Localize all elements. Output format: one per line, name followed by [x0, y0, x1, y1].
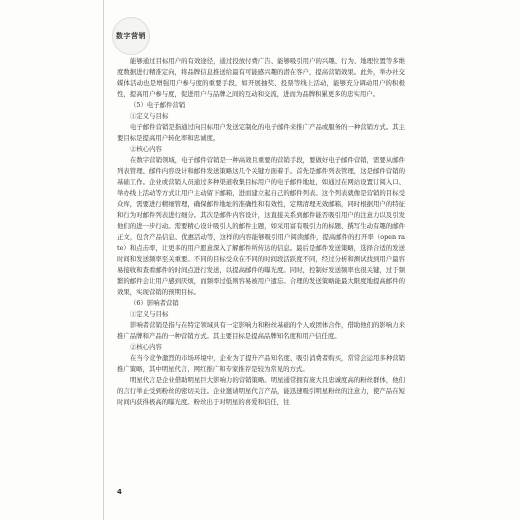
subheading-core-content: ②核心内容: [130, 343, 162, 351]
paragraph-email-core: 在数字营销领域，电子邮件营销是一种高效且重要的营销手段，要做好电子邮件营销，需要从邮件列表管理、邮件内容设计和邮件发送策略这几个关键方面着手。首先是邮件列表管理，这是邮件营销的基础工作。企业或营销人员通过多种渠道收集目标用户的电子邮件地址，如通过在网站设置订阅入口、举办线上活动等方式让用户主动留下邮箱，进而建立起自己的邮件列表。这个列表就像是营销的目标受众库，需要进行精细管理，确保邮件地址的准确性和有效性，定期清理无效邮箱，同时根据用户的特征和行为对邮件列表进行细分。其次是邮件内容设计，这直接关系到邮件能否吸引用户的注意力以及引发他们的进一步行动。需要精心设计吸引人的邮件主题，如采用富有吸引力的标题、撰写生动有趣的邮件正文，包含产品信息、优惠活动等，这样的内容能够吸引用户阅读邮件，提高邮件的打开率（open rate）和点击率，让更多的用户愿意深入了解邮件所传达的信息。最后是邮件发送策略，选择合适的发送时间和发送频率至关重要。不同的目标受众在不同的时间段活跃度不同，经过分析和测试找到用户最容易接收和查看邮件的时间点进行发送，以提高邮件的曝光度。同时，控制好发送频率也很关键，过于频繁的邮件会让用户感到厌烦，而频率过低则容易被用户遗忘。合理的发送策略能最大限度地提高邮件的效果，实现营销的预期目标。: [117, 156, 405, 296]
book-title-label: 数字营销: [116, 32, 146, 40]
paragraph-influencer-definition: 影响者营销是指与在特定领域具有一定影响力和粉丝基础的个人或团体合作，借助他们的影响力来推广品牌和产品的一种营销方式。其主要目标是提高品牌知名度和用户信任度。: [117, 321, 405, 340]
paragraph-influencer-core: 在当今竞争激烈的市场环境中，企业为了提升产品知名度、吸引消费者购买，常常会运用多种营销推广策略，其中明星代言、网红推广和专家推荐是较为常见的方式。: [117, 354, 405, 373]
paragraph-email-definition: 电子邮件营销是指通过向目标用户发送定制化的电子邮件来推广产品或服务的一种营销方式。其主要目标是提高用户转化率和忠诚度。: [117, 123, 405, 142]
section-heading-influencer-marketing: （6）影响者营销: [130, 299, 179, 307]
paragraph-celebrity-endorsement: 明星代言是企业借助明星巨大影响力的营销策略。明星通常拥有庞大且忠诚度高的粉丝群体，他们的言行举止受到粉丝的密切关注。企业邀请明星代言产品，能迅速吸引明星粉丝的注意力，使产品在短时间内获得极高的曝光度。粉丝出于对明星的喜爱和信任，往: [117, 376, 405, 406]
page-body: [117, 56, 405, 408]
page-number: 4: [117, 488, 122, 496]
subheading-core-content: ②核心内容: [130, 145, 162, 153]
paragraph-intro-continuation: 能够通过目标用户的有效途径，通过投放付费广告、能够吸引用户的兴趣、行为、地理位置等多维度数据进行精准定向，将品牌信息推送给最有可能感兴趣的潜在客户，提高营销效果。此外，举办社交媒体活动也是增强用户参与度的重要手段，如开展抽奖、投票等线上活动，能够充分调动用户的积极性，提高用户参与度，促进用户与品牌之间的互动和交流，进而为品牌积累更多的忠实用户。: [117, 57, 405, 98]
subheading-definition: ①定义与目标: [130, 112, 169, 120]
subheading-definition: ①定义与目标: [130, 310, 169, 318]
margin-rule: [103, 0, 104, 520]
section-heading-email-marketing: （5）电子邮件营销: [130, 101, 186, 109]
